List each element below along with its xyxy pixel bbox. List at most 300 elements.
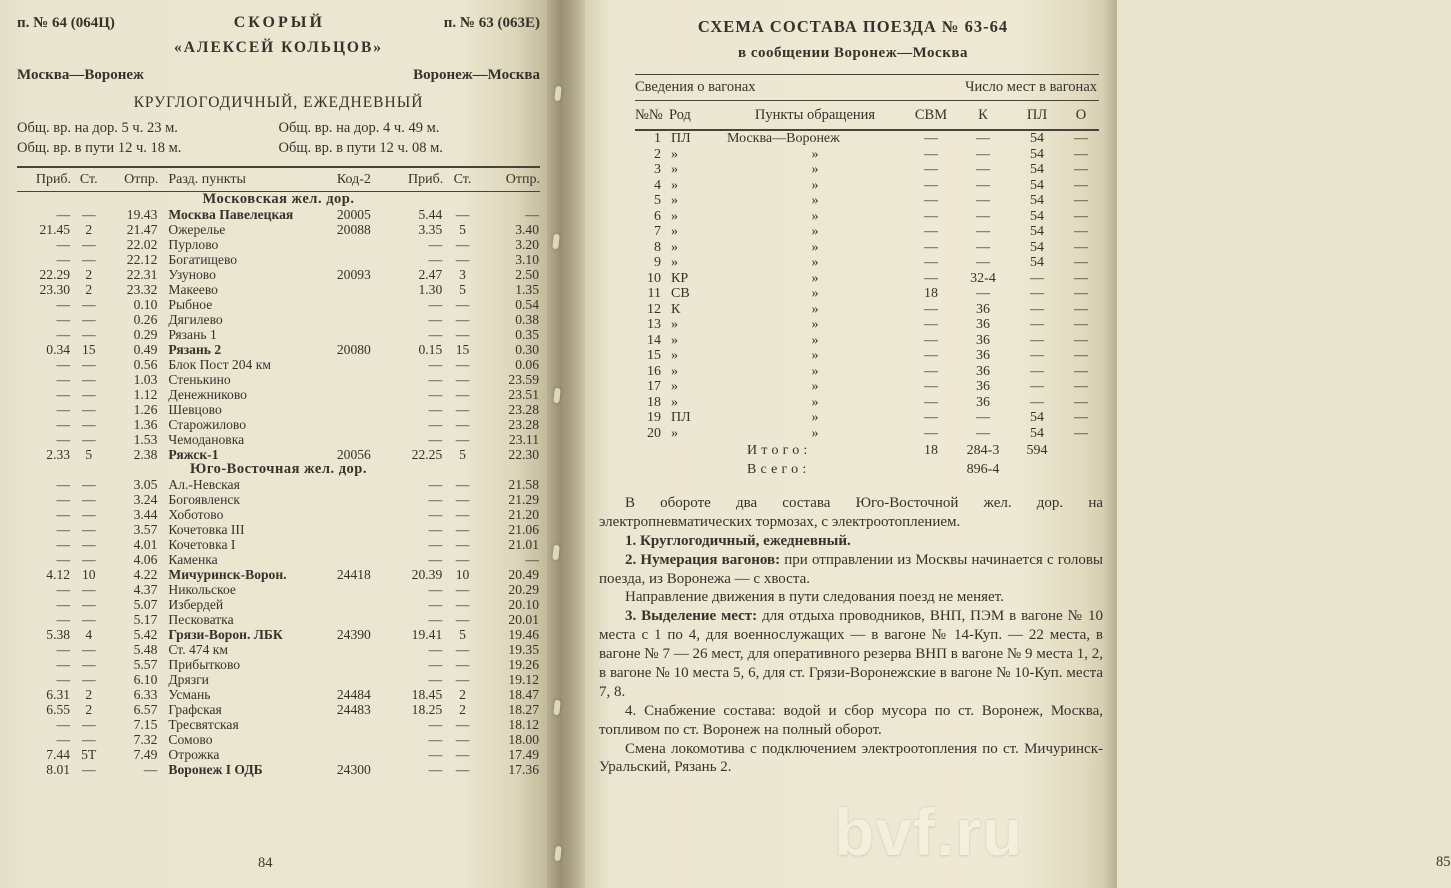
timetable-cell xyxy=(325,552,383,567)
timetable-cell: 18.45 xyxy=(411,687,443,702)
timetable-cell: 20.49 xyxy=(508,567,539,582)
timetable-cell: — xyxy=(56,297,71,312)
timetable-cell: 5Т xyxy=(81,747,97,762)
timetable-cell: — xyxy=(56,582,71,597)
timetable-cell: — xyxy=(428,717,443,732)
composition-cell: — xyxy=(1074,394,1088,410)
composition-cell: — xyxy=(924,162,938,177)
timetable-cell: 23.28 xyxy=(508,402,539,417)
timetable-cell: 20080 xyxy=(336,342,371,357)
timetable-cell: — xyxy=(428,492,443,507)
composition-row xyxy=(635,209,1099,225)
timetable-cell: — xyxy=(56,207,71,222)
timetable-cell: — xyxy=(81,477,96,492)
timetable-cell: 0.15 xyxy=(418,342,443,357)
timetable-cell: — xyxy=(56,657,71,672)
timetable-cell: 21.47 xyxy=(126,222,158,237)
composition-cell: » xyxy=(671,146,678,162)
binding-stitch xyxy=(554,846,562,862)
timetable-cell xyxy=(325,372,383,387)
timetable-cell: — xyxy=(455,552,470,567)
timetable-cell: 5.57 xyxy=(133,657,158,672)
composition-cell: » xyxy=(671,193,678,208)
timetable-cell xyxy=(325,357,383,372)
timetable-cell: 20093 xyxy=(336,267,371,282)
timetable-cell: 4.37 xyxy=(133,582,158,597)
timetable-cell xyxy=(325,747,383,762)
composition-cell: 18 xyxy=(924,286,938,301)
timetable-cell: 21.58 xyxy=(508,477,539,492)
composition-cell: — xyxy=(1030,301,1044,317)
timetable-row xyxy=(17,402,540,417)
timetable-cell: — xyxy=(143,762,158,777)
timetable-cell: — xyxy=(81,597,96,612)
timetable-cell: 3.40 xyxy=(515,222,539,237)
col-header-wagon-number: №№ xyxy=(635,101,669,131)
binding-stitch xyxy=(552,234,560,250)
timetable-cell: 2 xyxy=(85,282,93,297)
timetable-cell: — xyxy=(81,417,96,432)
timetable-cell: 0.10 xyxy=(133,297,158,312)
composition-cell: » xyxy=(811,177,819,193)
timetable-row xyxy=(17,417,540,432)
timetable-cell: Дрязги xyxy=(168,672,209,687)
composition-cell: 14 xyxy=(647,332,661,348)
composition-cell: 20 xyxy=(647,425,661,441)
composition-cell: » xyxy=(671,379,678,394)
timetable-cell: 1.36 xyxy=(133,417,158,432)
composition-row xyxy=(635,333,1099,349)
timetable-cell: — xyxy=(428,372,443,387)
timetable-cell: — xyxy=(455,642,470,657)
timetable-cell: Богатищево xyxy=(168,252,238,267)
timetable-cell: — xyxy=(81,432,96,447)
composition-row xyxy=(635,379,1099,395)
timetable-cell: 2.38 xyxy=(133,447,158,462)
timetable-cell: 20.01 xyxy=(508,612,539,627)
timetable-cell xyxy=(325,582,383,597)
composition-cell: — xyxy=(1030,286,1044,301)
timetable-cell xyxy=(325,657,383,672)
composition-table xyxy=(635,74,1099,479)
timetable-cell: 3.57 xyxy=(133,522,158,537)
composition-cell: — xyxy=(1074,301,1088,317)
note-lead-bold: 2. Нумерация вагонов: xyxy=(625,551,781,568)
timetable-cell: — xyxy=(455,492,470,507)
timetable-cell: 5.07 xyxy=(133,597,158,612)
composition-row xyxy=(635,364,1099,380)
timetable-cell: 3.35 xyxy=(418,222,443,237)
timetable-cell: — xyxy=(428,327,443,342)
timetable-cell: — xyxy=(428,477,443,492)
timetable-cell: 19.12 xyxy=(508,672,539,687)
train-number-left: п. № 64 (064Ц) xyxy=(17,15,115,31)
note-paragraph: 3. Выделение мест: для отдыха проводников, ВНП, ПЭМ в вагоне № 10 места с 1 по 4, для военнослужащих — в вагоне № 14-Куп. — 22 места, в вагоне № 7 — 26 мест, для оперативного резерва ВНП в вагоне № 9 места 1, 2, в вагоне № 10 места 5, 6, для ст. Грязи-Воронежские в вагоне № 10-Куп. места 7, 8. xyxy=(599,608,1104,700)
duration-row xyxy=(17,140,540,157)
composition-cell: » xyxy=(811,379,819,394)
composition-cell: » xyxy=(811,286,819,301)
timetable-cell: 3.44 xyxy=(133,507,158,522)
composition-row xyxy=(635,255,1099,271)
timetable-cell: — xyxy=(455,672,470,687)
timetable-cell: 24390 xyxy=(336,627,371,642)
timetable-cell: 5 xyxy=(459,447,466,462)
timetable-cell: 21.45 xyxy=(39,222,71,237)
timetable-cell xyxy=(325,672,383,687)
timetable-cell xyxy=(325,432,383,447)
composition-cell: — xyxy=(976,131,990,146)
railway-section-title: Московская жел. дор. xyxy=(202,191,355,207)
composition-cell: 18 xyxy=(647,394,661,410)
train-name: «АЛЕКСЕЙ КОЛЬЦОВ» xyxy=(173,39,384,56)
composition-cell: — xyxy=(1030,379,1044,394)
timetable-cell: 19.46 xyxy=(508,627,539,642)
timetable-row xyxy=(17,537,540,552)
timetable-cell: 7.15 xyxy=(133,717,158,732)
route-forward: Москва—Воронеж xyxy=(17,67,144,83)
timetable-cell: 20.10 xyxy=(508,597,539,612)
composition-cell: 19 xyxy=(647,410,661,425)
timetable-cell: 22.12 xyxy=(126,252,158,267)
timetable-cell: 2 xyxy=(459,702,466,717)
composition-cell: 36 xyxy=(976,394,990,410)
composition-cell: — xyxy=(924,410,938,425)
scan-edge-shadow xyxy=(1103,0,1117,888)
right-page-content xyxy=(585,0,1117,777)
timetable-cell: 0.56 xyxy=(133,357,158,372)
timetable-row xyxy=(17,732,540,747)
composition-row xyxy=(635,130,1099,147)
timetable-row xyxy=(17,657,540,672)
timetable-cell: 20.29 xyxy=(508,582,539,597)
timetable-cell: 21.20 xyxy=(508,507,539,522)
col-header-arrival: Приб. xyxy=(408,172,444,187)
timetable-cell: — xyxy=(455,747,470,762)
timetable-row xyxy=(17,612,540,627)
timetable-cell: — xyxy=(428,747,443,762)
timetable-cell: 19.41 xyxy=(411,627,443,642)
composition-cell: » xyxy=(671,425,678,441)
composition-cell: » xyxy=(811,348,819,363)
timetable-cell: 24300 xyxy=(336,762,371,777)
timetable-cell: Никольское xyxy=(168,582,236,597)
timetable-cell: 20005 xyxy=(336,207,371,222)
timetable-row xyxy=(17,507,540,522)
composition-cell: 36 xyxy=(976,348,990,363)
composition-cell: — xyxy=(924,131,938,146)
timetable-cell: 7.32 xyxy=(133,732,158,747)
timetable-cell: 4.06 xyxy=(133,552,158,567)
timetable-cell: — xyxy=(455,522,470,537)
timetable-cell: 0.38 xyxy=(515,312,539,327)
timetable-cell: — xyxy=(455,762,470,777)
book-gutter xyxy=(547,0,585,888)
composition-row xyxy=(635,193,1099,209)
timetable-header-row xyxy=(17,167,540,192)
timetable-cell: Каменка xyxy=(168,552,218,567)
composition-cell: — xyxy=(976,255,990,270)
timetable-cell: — xyxy=(428,642,443,657)
composition-row xyxy=(635,240,1099,256)
composition-row xyxy=(635,426,1099,442)
timetable-cell: Хоботово xyxy=(168,507,224,522)
timetable-cell: 5 xyxy=(459,282,466,297)
timetable-cell: 18.27 xyxy=(508,702,539,717)
composition-cell: 11 xyxy=(647,286,661,301)
timetable-row xyxy=(17,222,540,237)
timetable-cell: — xyxy=(455,417,470,432)
timetable-cell: 21.06 xyxy=(508,522,539,537)
timetable-cell: Тресвятская xyxy=(168,717,239,732)
composition-cell: » xyxy=(671,162,678,177)
train-header-row xyxy=(17,14,540,32)
timetable-cell: — xyxy=(455,387,470,402)
timetable-cell: Старожилово xyxy=(168,417,247,432)
timetable-row xyxy=(17,357,540,372)
col-header-o: О xyxy=(1063,101,1099,131)
timetable-cell: 0.29 xyxy=(133,327,158,342)
timetable-cell: Денежниково xyxy=(168,387,247,402)
timetable-cell: — xyxy=(81,642,96,657)
timetable-cell: 2 xyxy=(85,702,93,717)
timetable xyxy=(17,166,540,777)
composition-cell: — xyxy=(976,208,990,224)
composition-cell: — xyxy=(976,193,990,208)
timetable-cell: 22.02 xyxy=(126,237,158,252)
composition-row xyxy=(635,271,1099,287)
composition-cell: » xyxy=(671,394,678,410)
composition-cell: Москва—Воронеж xyxy=(727,131,840,146)
timetable-cell: 7.49 xyxy=(133,747,158,762)
composition-cell: — xyxy=(924,255,938,270)
timetable-cell: — xyxy=(455,537,470,552)
composition-cell: — xyxy=(924,146,938,162)
timetable-row xyxy=(17,642,540,657)
timetable-cell: Грязи-Ворон. ЛБК xyxy=(168,627,283,642)
timetable-row xyxy=(17,447,540,462)
timetable-cell: — xyxy=(81,492,96,507)
timetable-cell: 1.12 xyxy=(133,387,158,402)
duration-forward-travel: Общ. вр. в пути 12 ч. 18 м. xyxy=(17,140,182,156)
timetable-cell: — xyxy=(455,582,470,597)
composition-cell: » xyxy=(811,332,819,348)
timetable-cell: 5.44 xyxy=(418,207,443,222)
composition-cell: — xyxy=(1030,348,1044,363)
composition-cell: 2 xyxy=(654,146,661,162)
timetable-cell: 18.12 xyxy=(508,717,539,732)
timetable-row xyxy=(17,372,540,387)
timetable-cell: 5 xyxy=(459,222,466,237)
composition-cell: 10 xyxy=(647,270,661,286)
timetable-cell: Макеево xyxy=(168,282,218,297)
duration-row xyxy=(17,120,540,137)
timetable-cell: 10 xyxy=(455,567,470,582)
timetable-cell: — xyxy=(56,357,71,372)
timetable-cell: — xyxy=(455,732,470,747)
timetable-cell: — xyxy=(56,507,71,522)
timetable-cell: — xyxy=(428,597,443,612)
timetable-cell: — xyxy=(81,372,96,387)
composition-cell: — xyxy=(924,363,938,379)
timetable-row xyxy=(17,237,540,252)
timetable-cell: — xyxy=(81,357,96,372)
composition-cell: — xyxy=(1074,286,1088,301)
composition-cell: — xyxy=(924,332,938,348)
timetable-row xyxy=(17,327,540,342)
composition-row xyxy=(635,162,1099,178)
composition-cell: — xyxy=(1030,394,1044,410)
timetable-cell xyxy=(325,312,383,327)
timetable-cell: Дягилево xyxy=(168,312,223,327)
composition-cell: 54 xyxy=(1030,255,1044,270)
timetable-cell: — xyxy=(428,522,443,537)
totals-svm: 18 xyxy=(924,443,938,458)
composition-cell: — xyxy=(1074,193,1088,208)
timetable-row xyxy=(17,267,540,282)
timetable-row xyxy=(17,522,540,537)
timetable-cell: — xyxy=(428,297,443,312)
note-paragraph xyxy=(599,532,1103,551)
timetable-cell: Ал.-Невская xyxy=(168,477,240,492)
timetable-cell: Стенькино xyxy=(168,372,231,387)
route-row xyxy=(17,67,540,84)
timetable-cell: 2 xyxy=(459,687,466,702)
timetable-cell xyxy=(325,297,383,312)
composition-cell: — xyxy=(976,146,990,162)
timetable-row xyxy=(17,342,540,357)
composition-cell: » xyxy=(811,410,819,425)
timetable-row xyxy=(17,762,540,777)
col-header-arrival: Приб. xyxy=(35,172,72,187)
composition-row xyxy=(635,348,1099,364)
timetable-cell: Избердей xyxy=(168,597,224,612)
timetable-cell: — xyxy=(455,432,470,447)
timetable-cell: — xyxy=(56,732,71,747)
composition-cell: — xyxy=(924,379,938,394)
composition-cell: 36 xyxy=(976,301,990,317)
timetable-cell: 10 xyxy=(81,567,96,582)
timetable-cell: — xyxy=(56,477,71,492)
timetable-cell: — xyxy=(455,657,470,672)
composition-cell: » xyxy=(811,301,819,317)
composition-cell: — xyxy=(924,208,938,224)
timetable-cell xyxy=(325,417,383,432)
timetable-cell: Ряжск-1 xyxy=(168,447,219,462)
timetable-cell: Шевцово xyxy=(168,402,222,417)
timetable-cell: — xyxy=(56,612,71,627)
binding-stitch xyxy=(553,700,561,716)
composition-row xyxy=(635,178,1099,194)
composition-cell: » xyxy=(671,255,678,270)
composition-cell: 32-4 xyxy=(970,270,996,286)
composition-cell: — xyxy=(1074,131,1088,146)
timetable-cell: Кочетовка I xyxy=(168,537,236,552)
composition-cell: 36 xyxy=(976,317,990,332)
timetable-cell: 5.48 xyxy=(133,642,158,657)
composition-cell: 54 xyxy=(1030,425,1044,441)
grand-total-row xyxy=(635,460,1099,479)
timetable-cell: 15 xyxy=(455,342,470,357)
timetable-cell: 18.00 xyxy=(508,732,539,747)
timetable-cell: 18.25 xyxy=(411,702,443,717)
timetable-cell: — xyxy=(455,357,470,372)
composition-cell: — xyxy=(1030,363,1044,379)
composition-cell: » xyxy=(671,239,678,255)
composition-cell: ПЛ xyxy=(671,410,691,425)
timetable-cell: 5.38 xyxy=(46,627,71,642)
composition-cell: 36 xyxy=(976,379,990,394)
timetable-cell: 22.31 xyxy=(126,267,158,282)
timetable-cell: — xyxy=(56,672,71,687)
composition-cell: — xyxy=(976,162,990,177)
timetable-cell: — xyxy=(525,552,539,567)
timetable-cell: — xyxy=(455,507,470,522)
composition-cell: » xyxy=(811,193,819,208)
page-number-left: 84 xyxy=(258,855,273,871)
composition-cell: 54 xyxy=(1030,208,1044,224)
composition-cell: » xyxy=(811,208,819,224)
timetable-cell: 3.05 xyxy=(133,477,158,492)
timetable-cell xyxy=(325,597,383,612)
timetable-cell: 2.50 xyxy=(515,267,539,282)
left-page xyxy=(0,0,547,888)
timetable-cell: — xyxy=(81,537,96,552)
timetable-cell: — xyxy=(455,207,470,222)
timetable-row xyxy=(17,597,540,612)
composition-cell: — xyxy=(1074,255,1088,270)
composition-cell: — xyxy=(924,425,938,441)
timetable-cell: — xyxy=(81,327,96,342)
composition-cell: — xyxy=(924,177,938,193)
timetable-cell: Узуново xyxy=(168,267,216,282)
timetable-cell: Пурлово xyxy=(168,237,219,252)
timetable-cell: Чемодановка xyxy=(168,432,245,447)
timetable-cell: Москва Павелецкая xyxy=(168,207,294,222)
timetable-cell: 5 xyxy=(459,627,466,642)
col-header-stop: Ст. xyxy=(453,172,472,187)
composition-cell: » xyxy=(671,332,678,348)
timetable-cell: 3.10 xyxy=(515,252,539,267)
timetable-row xyxy=(17,312,540,327)
composition-subtitle: в сообщении Воронеж—Москва xyxy=(738,45,968,61)
timetable-row xyxy=(17,432,540,447)
composition-row xyxy=(635,302,1099,318)
composition-cell: 54 xyxy=(1030,146,1044,162)
composition-cell: — xyxy=(1074,348,1088,363)
composition-cell: » xyxy=(811,224,819,239)
composition-cell: ПЛ xyxy=(671,131,691,146)
timetable-cell: — xyxy=(81,387,96,402)
composition-cell: К xyxy=(671,301,681,317)
note-lead-bold: 3. Выделение мест: xyxy=(625,608,758,625)
composition-cell: » xyxy=(671,348,678,363)
timetable-cell: — xyxy=(428,312,443,327)
timetable-cell: — xyxy=(428,552,443,567)
duration-backward-travel: Общ. вр. в пути 12 ч. 08 м. xyxy=(278,140,443,156)
train-type: СКОРЫЙ xyxy=(233,14,325,31)
duration-forward-total: Общ. вр. на дор. 5 ч. 23 м. xyxy=(17,120,178,136)
composition-cell: » xyxy=(811,162,819,177)
left-page-content xyxy=(0,0,547,777)
composition-cell: — xyxy=(976,410,990,425)
composition-cell: » xyxy=(811,425,819,441)
timetable-cell: — xyxy=(56,522,71,537)
timetable-cell: — xyxy=(455,252,470,267)
binding-stitch xyxy=(554,86,562,102)
col-header-stop: Ст. xyxy=(79,172,98,187)
composition-cell: — xyxy=(976,425,990,441)
timetable-cell: — xyxy=(455,597,470,612)
